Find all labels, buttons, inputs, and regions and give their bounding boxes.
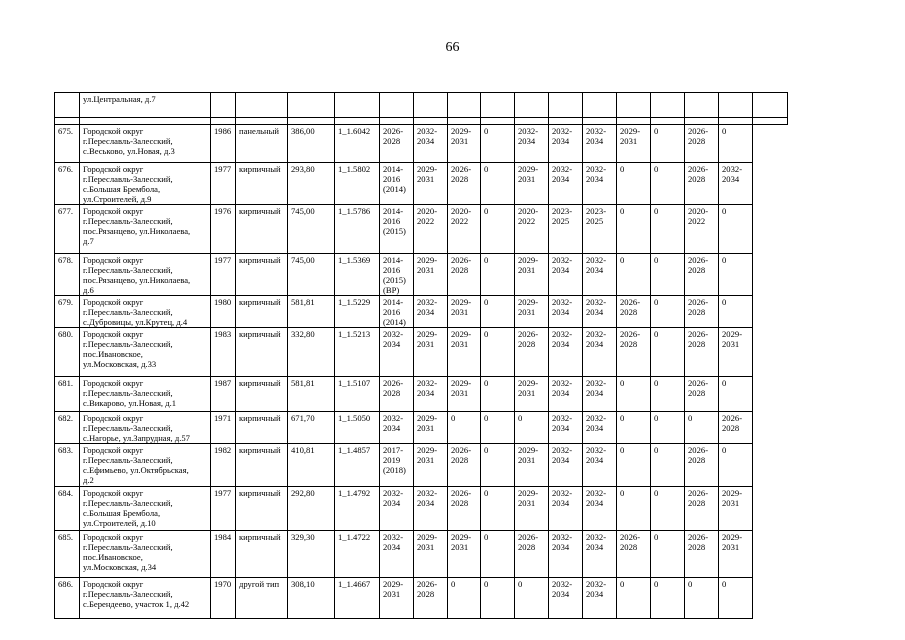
cell-material: другой тип [236,578,288,619]
cell-period: 0 [617,163,651,205]
cell-index: 1_1.4722 [335,531,380,578]
cell-material: кирпичный [236,328,288,377]
cell-period: 2014- 2016 (2014) [380,296,414,328]
cell-index: 1_1.4792 [335,487,380,531]
cell-period: 2032- 2034 [583,328,617,377]
cell-index: 1_1.5802 [335,163,380,205]
cell-index: 1_1.5786 [335,205,380,254]
cell-address: Городской округ г.Переславль-Залесский, с.Большая Брембола, ул.Строителей, д.10 [80,487,211,531]
cell-period: 2029- 2031 [380,578,414,619]
cell-period: 0 [481,412,515,444]
cell-num: 676. [55,163,80,205]
cell-area: 410,81 [288,444,335,487]
cell-period: 2032- 2034 [583,412,617,444]
cell-num: 683. [55,444,80,487]
cell-period: 0 [515,578,549,619]
cell-period: 2032- 2034 [583,125,617,163]
cell-period: 2029- 2031 [414,444,448,487]
cell-period: 2026- 2028 [685,125,719,163]
cell-num: 677. [55,205,80,254]
cell-period: 2029- 2031 [515,254,549,296]
cell-period: 2032- 2034 [549,531,583,578]
cell-area: 308,10 [288,578,335,619]
cell-period: 2029- 2031 [414,412,448,444]
cell-period: 2032- 2034 [549,487,583,531]
cell-period: 0 [651,531,685,578]
table-row-continuation [55,93,788,118]
cell-period: 2032- 2034 [380,531,414,578]
cell-period: 2029- 2031 [719,328,753,377]
cell-period: 2029- 2031 [414,163,448,205]
cell-period: 2032- 2034 [414,296,448,328]
cell-period: 2026- 2028 [617,531,651,578]
cell-address: Городской округ г.Переславль-Залесский, пос.Ивановское, ул.Московская, д.33 [80,328,211,377]
cell-period: 2032- 2034 [549,125,583,163]
cell-material: кирпичный [236,412,288,444]
cell-period: 0 [481,531,515,578]
cell-period: 2032- 2034 [380,487,414,531]
cell-num [55,93,80,118]
cell-period: 0 [719,125,753,163]
cell-num: 681. [55,377,80,412]
cell-year: 1977 [211,163,236,205]
cell-period: 2029- 2031 [515,377,549,412]
cell-period: 0 [617,254,651,296]
cell-period: 2029- 2031 [448,377,481,412]
cell-material: кирпичный [236,531,288,578]
cell-period: 2026- 2028 [685,444,719,487]
cell-period: 0 [481,444,515,487]
cell-area: 745,00 [288,205,335,254]
cell-period: 2032- 2034 [583,254,617,296]
cell-period: 0 [617,205,651,254]
cell-period: 0 [651,444,685,487]
cell-year: 1970 [211,578,236,619]
table-row [55,205,788,254]
cell-period: 2026- 2028 [685,328,719,377]
cell-period: 0 [651,412,685,444]
cell-period: 2029- 2031 [448,531,481,578]
cell-period: 2032- 2034 [515,125,549,163]
cell-period: 2014- 2016 (2015) (ВР) [380,254,414,296]
cell-period: 0 [651,296,685,328]
table-row [55,328,788,377]
cell-period: 2029- 2031 [515,444,549,487]
cell-period: 2032- 2034 [380,412,414,444]
cell-period: 2029- 2031 [515,296,549,328]
cell-period: 0 [448,578,481,619]
cell-period: 2026- 2028 [448,254,481,296]
cell-period: 2026- 2028 [685,254,719,296]
cell-period: 0 [685,412,719,444]
cell-period: 0 [481,578,515,619]
cell-period: 0 [481,254,515,296]
cell-period: 2032- 2034 [414,125,448,163]
cell-num: 686. [55,578,80,619]
cell-num: 675. [55,125,80,163]
cell-address: Городской округ г.Переславль-Залесский, с.Веськово, ул.Новая, д.3 [80,125,211,163]
cell-period: 0 [719,205,753,254]
cell-address: Городской округ г.Переславль-Залесский, пос.Рязанцево, ул.Николаева, д.7 [80,205,211,254]
table-row [55,412,788,444]
cell-period: 2032- 2034 [549,412,583,444]
cell-period: 2029- 2031 [414,531,448,578]
table-row [55,163,788,205]
table-row [55,578,788,619]
cell-address: Городской округ г.Переславль-Залесский, с.Большая Брембола, ул.Строителей, д.9 [80,163,211,205]
cell-period: 0 [651,254,685,296]
cell-area: 581,81 [288,377,335,412]
cell-period: 2029- 2031 [448,328,481,377]
cell-material: кирпичный [236,205,288,254]
cell-period: 0 [481,163,515,205]
cell-period: 2029- 2031 [414,254,448,296]
cell-period: 2026- 2028 [617,328,651,377]
cell-num: 685. [55,531,80,578]
cell-period: 2032- 2034 [549,377,583,412]
cell-period: 2020- 2022 [414,205,448,254]
cell-period: 2029- 2031 [515,163,549,205]
cell-period: 2032- 2034 [549,578,583,619]
cell-index: 1_1.6042 [335,125,380,163]
cell-period: 2032- 2034 [583,377,617,412]
cell-period: 2032- 2034 [549,328,583,377]
cell-period: 0 [685,578,719,619]
cell-area: 671,70 [288,412,335,444]
cell-period: 2026- 2028 [448,163,481,205]
cell-period: 0 [481,328,515,377]
cell-period: 0 [617,377,651,412]
cell-year: 1983 [211,328,236,377]
cell-period: 2026- 2028 [685,296,719,328]
cell-period: 2029- 2031 [414,328,448,377]
cell-period: 0 [651,125,685,163]
cell-period: 2032- 2034 [414,377,448,412]
cell-period: 2026- 2028 [380,377,414,412]
cell-area: 386,00 [288,125,335,163]
cell-period: 2032- 2034 [380,328,414,377]
cell-period: 2029- 2031 [448,125,481,163]
cell-year: 1982 [211,444,236,487]
table-row [55,125,788,163]
cell-address: Городской округ г.Переславль-Залесский, с.Берендеево, участок 1, д.42 [80,578,211,619]
cell-period: 2032- 2034 [414,487,448,531]
housing-table [54,92,788,619]
cell-num: 678. [55,254,80,296]
table-row [55,444,788,487]
cell-index: 1_1.5213 [335,328,380,377]
cell-period: 2032- 2034 [549,163,583,205]
cell-num: 684. [55,487,80,531]
table-row-spacer [55,118,788,125]
cell-period: 2029- 2031 [617,125,651,163]
cell-period: 2032- 2034 [583,163,617,205]
cell-year: 1976 [211,205,236,254]
cell-period: 2032- 2034 [549,444,583,487]
cell-num: 679. [55,296,80,328]
table-row [55,531,788,578]
cell-address: Городской округ г.Переславль-Залесский, с.Викарово, ул.Новая, д.1 [80,377,211,412]
cell-material: кирпичный [236,163,288,205]
cell-address: Городской округ г.Переславль-Залесский, пос.Рязанцево, ул.Николаева, д.6 [80,254,211,296]
cell-address: Городской округ г.Переславль-Залесский, с.Нагорье, ул.Запрудная, д.57 [80,412,211,444]
cell-period: 0 [481,125,515,163]
cell-material: кирпичный [236,377,288,412]
cell-period: 2020- 2022 [685,205,719,254]
cell-period: 0 [651,328,685,377]
cell-index: 1_1.5229 [335,296,380,328]
cell-period: 0 [481,205,515,254]
cell-period: 2029- 2031 [448,296,481,328]
page-number: 66 [445,40,460,55]
cell-period: 2023- 2025 [583,205,617,254]
cell-num: 680. [55,328,80,377]
cell-period: 2032- 2034 [549,254,583,296]
cell-period: 2026- 2028 [448,444,481,487]
cell-year: 1980 [211,296,236,328]
cell-material: кирпичный [236,444,288,487]
cell-period: 2026- 2028 [515,328,549,377]
cell-period: 0 [651,163,685,205]
cell-period: 0 [617,578,651,619]
cell-year: 1977 [211,487,236,531]
table-row [55,254,788,296]
cell-year: 1977 [211,254,236,296]
cell-year: 1984 [211,531,236,578]
cell-period: 2026- 2028 [719,412,753,444]
cell-period: 2029- 2031 [719,487,753,531]
cell-period: 0 [617,444,651,487]
cell-period: 2029- 2031 [719,531,753,578]
cell-period: 2026- 2028 [685,377,719,412]
cell-index: 1_1.5369 [335,254,380,296]
cell-period: 2032- 2034 [583,531,617,578]
cell-index: 1_1.4857 [335,444,380,487]
cell-period: 0 [651,205,685,254]
cell-period: 2017- 2019 (2018) [380,444,414,487]
cell-period: 0 [515,412,549,444]
cell-period: 0 [481,377,515,412]
cell-area: 332,80 [288,328,335,377]
cell-period: 2026- 2028 [380,125,414,163]
cell-address: Городской округ г.Переславль-Залесский, пос.Ивановское, ул.Московская, д.34 [80,531,211,578]
cell-period: 2020- 2022 [448,205,481,254]
cell-period: 2026- 2028 [515,531,549,578]
cell-period: 2032- 2034 [583,444,617,487]
cell-period: 2014- 2016 (2015) [380,205,414,254]
cell-area: 745,00 [288,254,335,296]
cell-period: 2020- 2022 [515,205,549,254]
cell-period: 2032- 2034 [549,296,583,328]
table-body [55,93,788,619]
cell-period: 2026- 2028 [448,487,481,531]
cell-period: 2026- 2028 [617,296,651,328]
cell-period: 0 [719,578,753,619]
cell-period: 0 [651,377,685,412]
cell-period: 2026- 2028 [685,487,719,531]
cell-area: 292,80 [288,487,335,531]
cell-period: 0 [481,487,515,531]
cell-material: кирпичный [236,487,288,531]
cell-period: 2026- 2028 [685,163,719,205]
cell-area: 581,81 [288,296,335,328]
cell-period: 0 [651,487,685,531]
cell-address: ул.Центральная, д.7 [80,93,211,118]
cell-area: 293,80 [288,163,335,205]
cell-index: 1_1.5050 [335,412,380,444]
cell-year: 1971 [211,412,236,444]
cell-period: 2026- 2028 [414,578,448,619]
cell-period: 0 [617,412,651,444]
cell-period: 0 [719,296,753,328]
cell-period: 2026- 2028 [685,531,719,578]
cell-period: 0 [719,254,753,296]
cell-period: 2032- 2034 [583,578,617,619]
cell-address: Городской округ г.Переславль-Залесский, с.Ефимьево, ул.Октябрьская, д.2 [80,444,211,487]
cell-period: 2029- 2031 [515,487,549,531]
cell-index: 1_1.4667 [335,578,380,619]
cell-num: 682. [55,412,80,444]
cell-period: 0 [481,296,515,328]
cell-period: 2014- 2016 (2014) [380,163,414,205]
cell-material: кирпичный [236,254,288,296]
table-row [55,377,788,412]
cell-period: 2032- 2034 [583,487,617,531]
cell-index: 1_1.5107 [335,377,380,412]
cell-period: 2032- 2034 [583,296,617,328]
cell-period: 2032- 2034 [719,163,753,205]
cell-year: 1986 [211,125,236,163]
cell-period: 0 [617,487,651,531]
cell-material: кирпичный [236,296,288,328]
cell-period: 0 [448,412,481,444]
cell-year: 1987 [211,377,236,412]
cell-period: 0 [719,444,753,487]
cell-address: Городской округ г.Переславль-Залесский, с.Дубровицы, ул.Крутец, д.4 [80,296,211,328]
cell-period: 2023- 2025 [549,205,583,254]
table-row [55,487,788,531]
cell-area: 329,30 [288,531,335,578]
cell-period: 0 [651,578,685,619]
cell-period: 0 [719,377,753,412]
cell-material: панельный [236,125,288,163]
table-row [55,296,788,328]
